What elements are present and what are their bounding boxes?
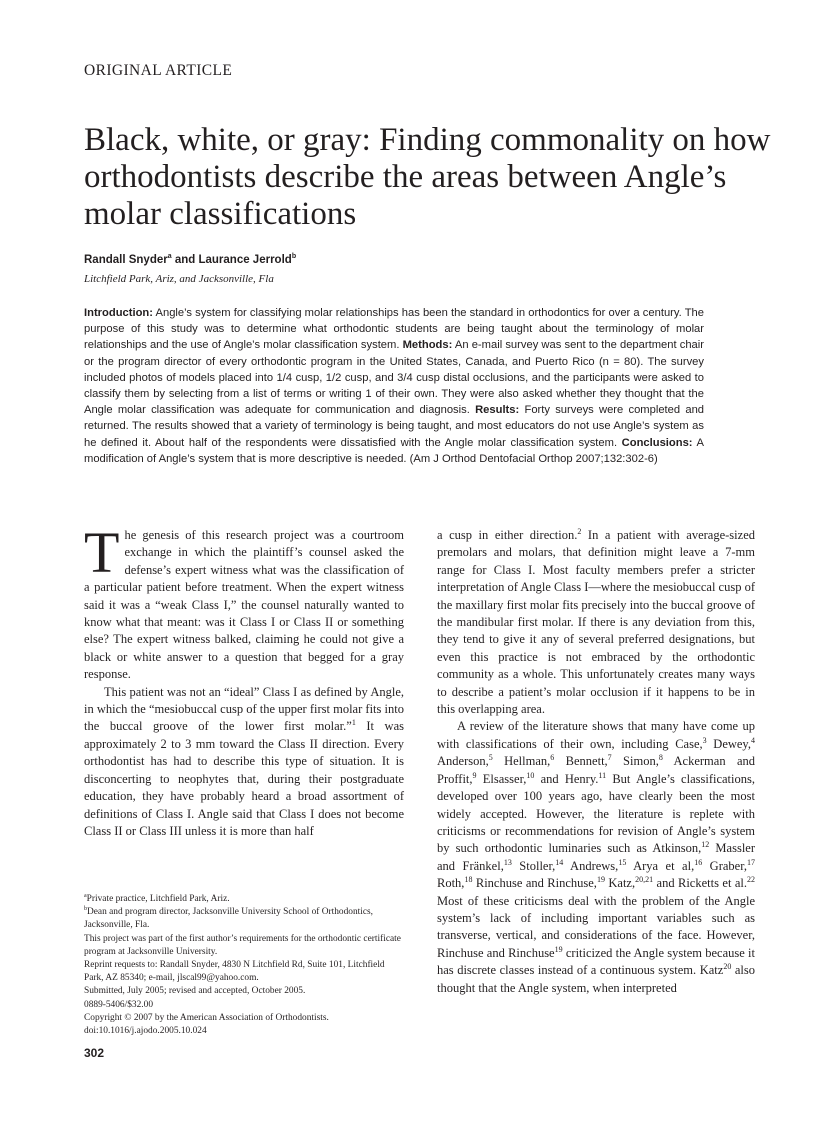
paragraph-text: Hellman, — [492, 754, 551, 769]
affiliation: Litchfield Park, Ariz, and Jacksonville, Fla — [84, 273, 274, 285]
paragraph-text: It was approximately 2 to 3 mm toward the Class II direction. Every orthodontist has had to describe this type of situation. It is disconcerting to neophytes that, during their postgraduate education, they have probably heard a broad assortment of definitions of Class I. Angle said that Class I does not become Class II or Class III unless it is more than half — [84, 719, 404, 838]
paragraph-text: Most of these criticisms deal with the problem of the Angle system’s lack of including important variables such as transverse, vertical, and considerations of the face. However, Rinchuse and Rinchuse — [437, 893, 755, 960]
reference-marker[interactable]: 18 — [464, 875, 473, 885]
reference-marker[interactable]: 20,21 — [635, 875, 654, 885]
reference-marker[interactable]: 16 — [694, 857, 703, 867]
footnote-a — [84, 893, 404, 906]
reference-marker[interactable]: 11 — [598, 770, 607, 780]
author-list — [84, 253, 296, 266]
footnote-mark: a — [84, 893, 87, 899]
paragraph-text: Arya et al, — [626, 858, 695, 873]
paragraph-text: Elsasser, — [476, 771, 527, 786]
abstract-methods-label: Methods: — [402, 339, 453, 352]
body-paragraph — [84, 520, 404, 684]
footnote-reprints: Reprint requests to: Randall Snyder, 4830 N Litchfield Rd, Suite 101, Litchfield Park, AZ 85340; e-mail, jlscal99@yahoo.com. — [84, 960, 385, 984]
body-paragraph — [84, 684, 404, 841]
reference-marker[interactable]: 5 — [488, 753, 493, 763]
paragraph-text: Massler and Fränkel, — [437, 841, 756, 873]
footnote-issn: 0889-5406/$32.00 — [84, 999, 154, 1010]
footnote-submitted: Submitted, July 2005; revised and accepted, October 2005. — [84, 986, 306, 997]
reference-marker[interactable]: 8 — [658, 753, 663, 763]
paragraph-text: Dewey, — [706, 736, 751, 751]
abstract-introduction-label: Introduction: — [84, 307, 153, 319]
footnote-text: Dean and program director, Jacksonville University School of Orthodontics, Jacksonville, Fla. — [84, 907, 374, 931]
paragraph-text: In a patient with average-sized premolars and molars, that definition might leave a 7-mm range for Class I. Most faculty members prefer a stricter interpretation of Angle Class I—where the mesiobuccal cusp of the maxillary first molar fits precisely into the buccal groove of the mandibular first molar. If there is any deviation from this, they tend to give it any of several preferred designations, but even this practice is not embraced by the orthodontic community as a whole. This unfortunately creates many ways to describe a patient’s molar occlusion if it happens to be in this overlapping area. — [437, 528, 755, 717]
reference-marker[interactable]: 17 — [747, 857, 755, 867]
reference-marker[interactable]: 14 — [555, 857, 564, 867]
paragraph-text: A review of the literature shows that many have come up with classifications of their own, including Case, — [437, 719, 755, 751]
section-label: ORIGINAL ARTICLE — [84, 62, 233, 79]
reference-marker[interactable]: 13 — [503, 857, 512, 867]
reference-marker[interactable]: 22 — [747, 875, 755, 885]
paragraph-text: criticized the Angle system because it has discrete classes instead of a continuous system. Katz — [437, 945, 755, 978]
footnote-copyright: Copyright © 2007 by the American Association of Orthodontists. — [84, 1012, 329, 1023]
author-connector: and — [174, 253, 196, 266]
abstract-results: Forty surveys were completed and returned. The results showed that a variety of terminology is being taught, and most educators do not use Angle’s system as he defined it. About half of the respondents were dissatisfied with the Angle molar classification system. — [84, 404, 705, 449]
drop-cap: T — [84, 520, 120, 585]
reference-marker[interactable]: 3 — [702, 735, 707, 745]
abstract-methods: An e-mail survey was sent to the department chair or the program director of every orthodontic program in the United States, Canada, and Puerto Rico (n = 80). The survey included photos of models placed into 1/4 cusp, 1/2 cusp, and 3/4 cusp distal occlusions, and the participants were asked to classify them by selecting from a list of terms or writing 1 of their own. They were also asked whether they thought that the Angle molar classification was adequate for communication and diagnosis. — [84, 339, 704, 417]
reference-marker[interactable]: 7 — [607, 753, 612, 763]
paragraph-text: Simon, — [611, 754, 659, 769]
reference-marker[interactable]: 12 — [701, 840, 710, 850]
article-title: Black, white, or gray: Finding commonality on how orthodontists describe the areas between Angle’s molar classifications — [84, 122, 771, 232]
paragraph-text: also thought that the Angle system, when interpreted — [437, 963, 755, 995]
paragraph-text: Andrews, — [563, 858, 619, 873]
footnotes — [84, 893, 404, 1038]
paragraph-text: But Angle’s classifications, developed over 100 years ago, have clearly been the most widely accepted. However, the literature is replete with criticisms or recommendations for revision of Angle’s system by such orthodontic luminaries such as Atkinson, — [437, 771, 755, 856]
body-column-left — [84, 520, 404, 840]
footnote-text: Private practice, Litchfield Park, Ariz. — [86, 894, 230, 904]
body-paragraph — [437, 718, 755, 997]
author-name: Randall Snyder — [84, 253, 168, 266]
page-number: 302 — [84, 1046, 105, 1060]
footnote-mark: b — [84, 906, 87, 913]
paragraph-text: Katz, — [604, 876, 636, 891]
paragraph-text: a cusp in either direction. — [437, 528, 578, 542]
reference-marker[interactable]: 10 — [526, 770, 535, 780]
abstract — [84, 305, 704, 467]
paragraph-text: Bennett, — [554, 754, 608, 769]
reference-marker[interactable]: 1 — [351, 718, 356, 728]
reference-marker[interactable]: 19 — [554, 944, 563, 954]
paragraph-text: Anderson, — [437, 754, 489, 769]
abstract-conclusions-label: Conclusions: — [621, 436, 693, 449]
author-mark: a — [167, 253, 172, 260]
paragraph-text: Ackerman and Proffit, — [437, 754, 755, 786]
reference-marker[interactable]: 4 — [751, 735, 755, 745]
paragraph-text: Stoller, — [511, 858, 556, 873]
footnote-doi[interactable]: doi:10.1016/j.ajodo.2005.10.024 — [84, 1026, 207, 1037]
reference-marker[interactable]: 20 — [723, 962, 732, 972]
author-mark: b — [291, 253, 297, 260]
abstract-conclusions: A modification of Angle’s system that is more descriptive is needed. (Am J Orthod Dentofacial Orthop 2007;132:302-6) — [84, 436, 704, 465]
abstract-results-label: Results: — [475, 404, 520, 417]
reference-marker[interactable]: 19 — [596, 875, 605, 885]
abstract-introduction: Angle’s system for classifying molar relationships has been the standard in orthodontics for over a century. The purpose of this study was to determine what orthodontic students are being taught about the terminology of molar relationships and the use of Angle’s molar classification system. — [84, 307, 704, 352]
reference-marker[interactable]: 15 — [618, 857, 627, 867]
paragraph-text: This patient was not an “ideal” Class I as defined by Angle, in which the “mesiobuccal cusp of the upper first molar fits into the buccal groove of the lower first molar.” — [84, 684, 404, 734]
paragraph-text: Graber, — [702, 858, 747, 873]
paragraph-text: Roth, — [437, 876, 465, 891]
footnote-project: This project was part of the first author’s requirements for the orthodontic certificate program at Jacksonville University. — [84, 933, 401, 957]
footnote-b — [84, 906, 404, 932]
reference-marker[interactable]: 2 — [577, 527, 582, 536]
paragraph-text: and Henry. — [534, 771, 599, 786]
paragraph-text: he genesis of this research project was a courtroom exchange in which the plaintiff’s counsel asked the defense’s expert witness what was the classification of a particular patient before treatment. When the expert witness said it was a “weak Class I,” the counsel naturally wanted to know what that meant: was it Class I or Class II or something else? The expert witness balked, claiming he could not give a black or white answer to a question that begged for a gray response. — [84, 528, 404, 682]
author-name: Laurance Jerrold — [198, 253, 292, 266]
paragraph-text: and Ricketts et al. — [653, 876, 747, 891]
body-paragraph — [437, 527, 755, 718]
reference-marker[interactable]: 6 — [550, 753, 555, 763]
paragraph-text: Rinchuse and Rinchuse, — [472, 876, 597, 891]
body-column-right — [437, 527, 755, 997]
reference-marker[interactable]: 9 — [472, 770, 477, 780]
